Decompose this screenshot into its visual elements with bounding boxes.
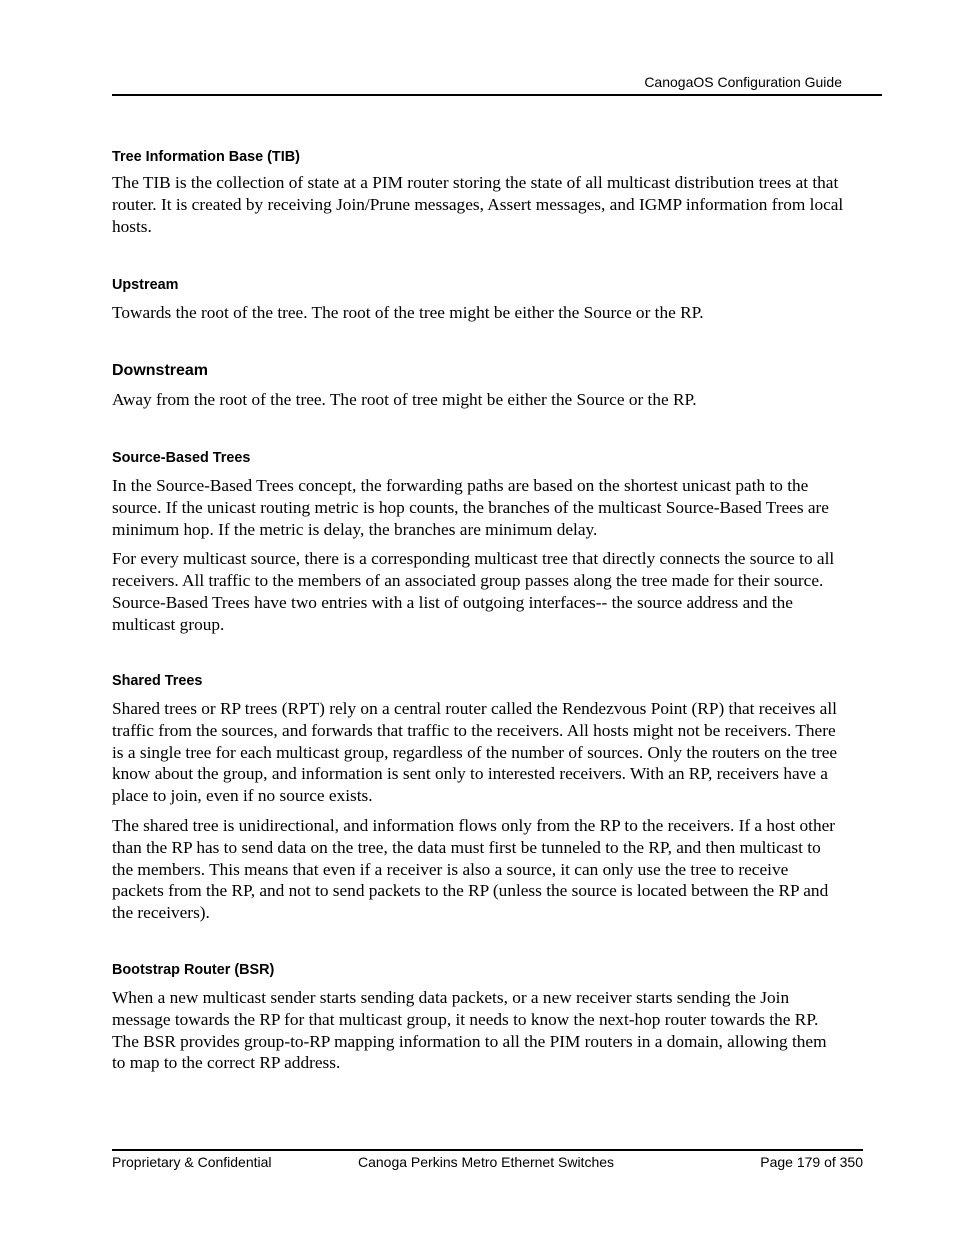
paragraph: Shared trees or RP trees (RPT) rely on a central router called the Rendezvous Point (RP) that receives all traffic from the sources, and forwards that traffic to the receivers. All hosts might not be receivers. There is a single tree for each multicast group, regardless of the number of sources. Only the routers on the tree know about the group, and information is sent only to interested receivers. With an RP, receivers have a place to join, even if no source exists. — [112, 699, 838, 806]
section-heading: Shared Trees — [112, 673, 203, 689]
section-tib — [112, 148, 844, 237]
section-source-based-trees — [112, 449, 844, 636]
footer-product: Canoga Perkins Metro Ethernet Switches — [358, 1154, 615, 1170]
section-heading: Downstream — [112, 362, 209, 379]
paragraph: The shared tree is unidirectional, and information flows only from the RP to the receivers. If a host other than the RP has to send data on the tree, the data must first be tunneled to the RP, and then multicast to the members. This means that even if a receiver is also a source, it can only use the tree to receive packets from the RP, and not to send packets to the RP (unless the source is located between the RP and the receivers). — [112, 815, 836, 923]
paragraph: Towards the root of the tree. The root of the tree might be either the Source or the RP. — [112, 303, 704, 322]
section-heading: Source-Based Trees — [112, 450, 251, 466]
section-bsr — [112, 961, 844, 1074]
paragraph: The TIB is the collection of state at a PIM router storing the state of all multicast distribution trees at that router. It is created by receiving Join/Prune messages, Assert messages, and IGMP information from local hosts. — [112, 173, 844, 236]
paragraph: In the Source-Based Trees concept, the forwarding paths are based on the shortest unicast path to the source. If the unicast routing metric is hop counts, the branches of the multicast Source-Based Trees are minimum hop. If the metric is delay, the branches are minimum delay. — [112, 476, 829, 539]
section-shared-trees — [112, 672, 844, 924]
page-footer — [112, 1149, 863, 1177]
paragraph: Away from the root of the tree. The root of tree might be either the Source or the RP. — [112, 390, 697, 409]
section-heading: Bootstrap Router (BSR) — [112, 962, 275, 978]
footer-page-number: Page 179 of 350 — [760, 1154, 863, 1170]
section-downstream — [112, 361, 844, 411]
section-upstream — [112, 276, 844, 324]
section-heading: Upstream — [112, 277, 179, 293]
page-header — [112, 72, 882, 96]
paragraph: For every multicast source, there is a corresponding multicast tree that directly connects the source to all receivers. All traffic to the members of an associated group passes along the tree made for their source. Source-Based Trees have two entries with a list of outgoing interfaces-- the source address and the multicast group. — [112, 549, 835, 634]
document-title: CanogaOS Configuration Guide — [644, 74, 842, 90]
footer-confidentiality: Proprietary & Confidential — [112, 1154, 272, 1170]
paragraph: When a new multicast sender starts sending data packets, or a new receiver starts sending the Join message towards the RP for that multicast group, it needs to know the next-hop router towards the RP. The BSR provides group-to-RP mapping information to all the PIM routers in a domain, allowing them to map to the correct RP address. — [112, 988, 827, 1073]
section-heading: Tree Information Base (TIB) — [112, 149, 300, 165]
